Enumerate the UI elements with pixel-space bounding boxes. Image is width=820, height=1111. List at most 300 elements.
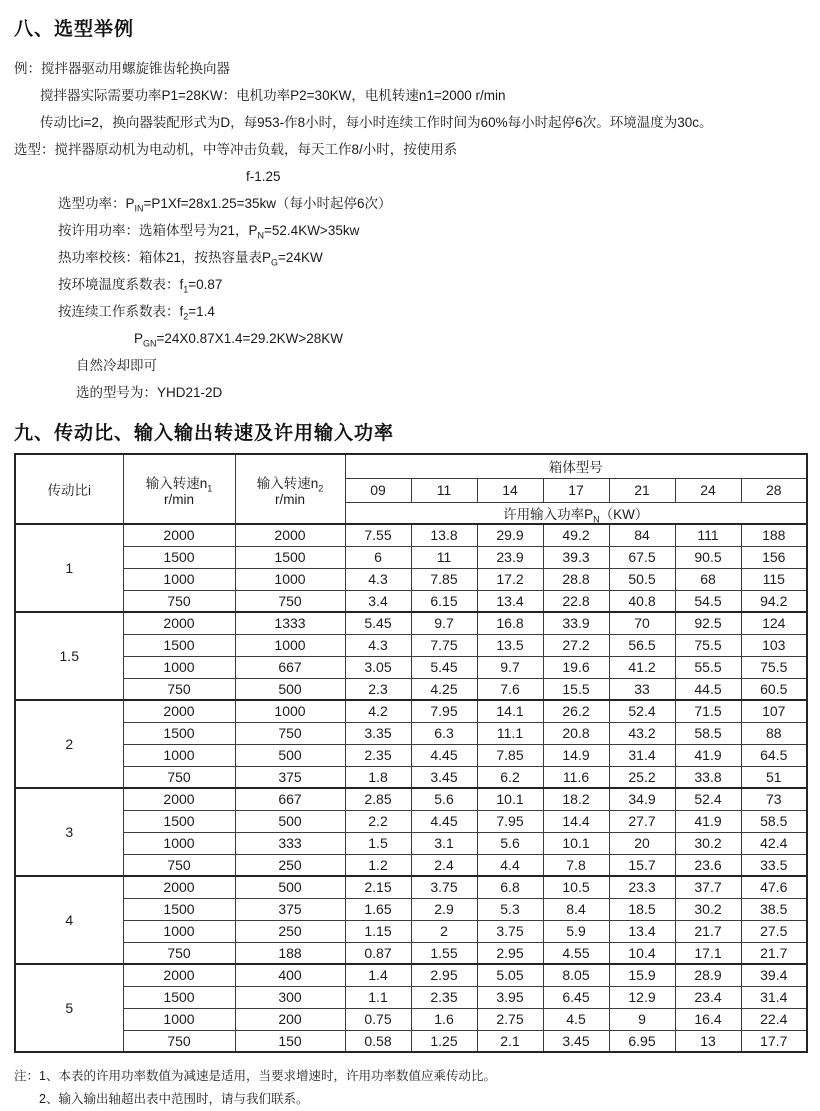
power-cell: 4.2 (345, 700, 411, 722)
power-cell: 21.7 (741, 942, 807, 964)
model-header-cell: 24 (675, 478, 741, 502)
table-row (15, 678, 807, 700)
power-cell: 6.2 (477, 766, 543, 788)
n2-cell: 200 (235, 1008, 345, 1030)
n2-cell: 500 (235, 678, 345, 700)
power-cell: 44.5 (675, 678, 741, 700)
table-row (15, 546, 807, 568)
continuous-factor-line (58, 298, 806, 325)
f1-post: =0.87 (188, 277, 223, 292)
power-cell: 23.4 (675, 986, 741, 1008)
power-cell: 39.4 (741, 964, 807, 986)
power-cell: 14.9 (543, 744, 609, 766)
n2-header-unit: r/min (275, 491, 305, 507)
power-cell: 0.87 (345, 942, 411, 964)
pgn-sub: GN (143, 338, 157, 349)
power-cell: 7.95 (477, 810, 543, 832)
power-cell: 3.95 (477, 986, 543, 1008)
n2-cell: 2000 (235, 524, 345, 546)
power-cell: 33 (609, 678, 675, 700)
n2-cell: 750 (235, 590, 345, 612)
power-cell: 2.75 (477, 1008, 543, 1030)
power-cell: 67.5 (609, 546, 675, 568)
power-cell: 115 (741, 568, 807, 590)
model-header-cell: 14 (477, 478, 543, 502)
selected-model-line: 选的型号为：YHD21-2D (76, 385, 223, 400)
table-row (15, 612, 807, 634)
power-cell: 17.2 (477, 568, 543, 590)
power-cell: 18.5 (609, 898, 675, 920)
power-cell: 33.9 (543, 612, 609, 634)
power-cell: 16.4 (675, 1008, 741, 1030)
power-cell: 75.5 (741, 656, 807, 678)
power-cell: 41.2 (609, 656, 675, 678)
power-cell: 22.8 (543, 590, 609, 612)
power-cell: 7.55 (345, 524, 411, 546)
n2-cell: 250 (235, 920, 345, 942)
power-cell: 5.9 (543, 920, 609, 942)
table-row (15, 700, 807, 722)
power-cell: 4.45 (411, 744, 477, 766)
n2-cell: 1000 (235, 568, 345, 590)
power-cell: 90.5 (675, 546, 741, 568)
n2-header-text: 输入转速$n_2$ (256, 475, 324, 494)
pn-pre: 按许用功率：选箱体型号为21，P (58, 223, 258, 238)
power-cell: 7.6 (477, 678, 543, 700)
power-cell: 40.8 (609, 590, 675, 612)
n2-cell: 667 (235, 656, 345, 678)
power-cell: 21.7 (675, 920, 741, 942)
table-row (15, 942, 807, 964)
power-cell: 2.35 (411, 986, 477, 1008)
selection-line: 选型：搅拌器原动机为电动机，中等冲击负载，每天工作8/小时，按使用系 (14, 142, 458, 157)
power-cell: 6.3 (411, 722, 477, 744)
table-row (15, 722, 807, 744)
power-cell: 6.15 (411, 590, 477, 612)
section9-title: 九、传动比、输入输出转速及许用输入功率 (14, 423, 395, 444)
power-cell: 7.95 (411, 700, 477, 722)
power-cell: 17.7 (741, 1030, 807, 1052)
power-cell: 70 (609, 612, 675, 634)
pin-pre: 选型功率：P (58, 196, 135, 211)
power-cell: 3.1 (411, 832, 477, 854)
power-cell: 9.7 (411, 612, 477, 634)
power-cell: 2.1 (477, 1030, 543, 1052)
factor-line: f-1.25 (246, 169, 281, 184)
power-cell: 4.55 (543, 942, 609, 964)
col-header-n1 (123, 454, 235, 524)
power-cell: 27.5 (741, 920, 807, 942)
power-cell: 9.7 (477, 656, 543, 678)
power-cell: 2.35 (345, 744, 411, 766)
power-cell: 1.2 (345, 854, 411, 876)
power-cell: 73 (741, 788, 807, 810)
n1-cell: 750 (123, 590, 235, 612)
power-cell: 75.5 (675, 634, 741, 656)
power-cell: 2.3 (345, 678, 411, 700)
power-cell: 0.75 (345, 1008, 411, 1030)
n1-cell: 750 (123, 1030, 235, 1052)
n1-cell: 2000 (123, 964, 235, 986)
power-cell: 4.5 (543, 1008, 609, 1030)
power-cell: 6.8 (477, 876, 543, 898)
table-row (15, 854, 807, 876)
n2-cell: 1000 (235, 634, 345, 656)
power-cell: 0.58 (345, 1030, 411, 1052)
cooling-line: 自然冷却即可 (76, 358, 157, 373)
power-cell: 30.2 (675, 832, 741, 854)
power-cell: 6.45 (543, 986, 609, 1008)
power-cell: 1.65 (345, 898, 411, 920)
power-cell: 27.7 (609, 810, 675, 832)
power-cell: 11.1 (477, 722, 543, 744)
power-cell: 33.8 (675, 766, 741, 788)
power-cell: 13 (675, 1030, 741, 1052)
n1-cell: 750 (123, 854, 235, 876)
power-cell: 8.05 (543, 964, 609, 986)
thermal-check-line (58, 244, 806, 271)
f1-sub: 1 (183, 284, 189, 295)
power-cell: 94.2 (741, 590, 807, 612)
power-cell: 19.6 (543, 656, 609, 678)
power-cell: 3.45 (411, 766, 477, 788)
power-cell: 7.75 (411, 634, 477, 656)
n2-cell: 1000 (235, 700, 345, 722)
power-cell: 13.8 (411, 524, 477, 546)
notes-label: 注： (14, 1069, 40, 1083)
ratio-cell: 4 (15, 876, 123, 964)
pin-post: =P1Xf=28x1.25=35kw（每小时起停6次） (143, 196, 392, 211)
ratio-cell: 1 (15, 524, 123, 612)
table-row (15, 1008, 807, 1030)
power-cell: 23.6 (675, 854, 741, 876)
example-line: 例：搅拌器驱动用螺旋锥齿轮换向器 (14, 61, 230, 76)
power-cell: 43.2 (609, 722, 675, 744)
col-header-power: 许用输入功率$P_N(KW)$ (345, 502, 807, 524)
power-cell: 31.4 (741, 986, 807, 1008)
n2-cell: 667 (235, 788, 345, 810)
model-header-cell: 17 (543, 478, 609, 502)
power-cell: 11 (411, 546, 477, 568)
power-cell: 5.3 (477, 898, 543, 920)
power-requirement-line: 搅拌器实际需要功率P1=28KW：电机功率P2=30KW，电机转速n1=2000 r/min (40, 88, 506, 103)
n2-cell: 500 (235, 744, 345, 766)
power-cell: 15.7 (609, 854, 675, 876)
col-header-ratio: 传动比i (15, 454, 123, 524)
table-row (15, 656, 807, 678)
pgn-pre: P (134, 331, 144, 346)
table-row (15, 810, 807, 832)
power-cell: 31.4 (609, 744, 675, 766)
power-cell: 49.2 (543, 524, 609, 546)
power-cell: 26.2 (543, 700, 609, 722)
n1-cell: 750 (123, 678, 235, 700)
table-row (15, 788, 807, 810)
power-cell: 1.55 (411, 942, 477, 964)
note-item-1: 1、本表的许用功率数值为减速是适用，当要求增速时，许用功率数值应乘传动比。 (39, 1069, 496, 1083)
power-cell: 84 (609, 524, 675, 546)
power-cell: 58.5 (741, 810, 807, 832)
power-cell: 37.7 (675, 876, 741, 898)
power-cell: 107 (741, 700, 807, 722)
pgn-post: =24X0.87X1.4=29.2KW>28KW (156, 331, 344, 346)
power-cell: 6 (345, 546, 411, 568)
power-cell: 55.5 (675, 656, 741, 678)
n1-header-text: 输入转速$n_1$ (145, 475, 213, 494)
power-cell: 28.9 (675, 964, 741, 986)
n1-cell: 750 (123, 766, 235, 788)
power-cell: 42.4 (741, 832, 807, 854)
power-cell: 54.5 (675, 590, 741, 612)
n2-cell: 750 (235, 722, 345, 744)
model-header-cell: 11 (411, 478, 477, 502)
power-cell: 4.3 (345, 568, 411, 590)
n2-cell: 150 (235, 1030, 345, 1052)
power-cell: 8.4 (543, 898, 609, 920)
power-cell: 14.4 (543, 810, 609, 832)
notes (14, 1065, 806, 1111)
n2-cell: 1500 (235, 546, 345, 568)
table-row (15, 832, 807, 854)
table-row (15, 986, 807, 1008)
power-cell: 11.6 (543, 766, 609, 788)
power-cell: 34.9 (609, 788, 675, 810)
power-cell: 88 (741, 722, 807, 744)
allowable-power-line (58, 217, 806, 244)
power-cell: 58.5 (675, 722, 741, 744)
power-cell: 41.9 (675, 810, 741, 832)
table-row (15, 766, 807, 788)
power-cell: 3.35 (345, 722, 411, 744)
n1-cell: 1000 (123, 744, 235, 766)
speed-power-table-body (15, 524, 807, 1052)
power-cell: 39.3 (543, 546, 609, 568)
n1-header-unit: r/min (164, 491, 194, 507)
power-cell: 1.15 (345, 920, 411, 942)
power-cell: 103 (741, 634, 807, 656)
power-cell: 3.05 (345, 656, 411, 678)
power-cell: 13.4 (477, 590, 543, 612)
power-cell: 27.2 (543, 634, 609, 656)
ratio-cell: 1.5 (15, 612, 123, 700)
power-cell: 14.1 (477, 700, 543, 722)
pn-sub: N (257, 230, 265, 241)
power-cell: 20.8 (543, 722, 609, 744)
table-row (15, 634, 807, 656)
n1-cell: 1000 (123, 568, 235, 590)
temp-factor-line (58, 271, 806, 298)
pg-post: =24KW (278, 250, 323, 265)
power-cell: 4.45 (411, 810, 477, 832)
power-cell: 3.4 (345, 590, 411, 612)
pn-post: =52.4KW>35kw (264, 223, 360, 238)
power-cell: 28.8 (543, 568, 609, 590)
pg-sub: G (271, 257, 279, 268)
model-header-cell: 28 (741, 478, 807, 502)
n1-cell: 1500 (123, 810, 235, 832)
power-cell: 92.5 (675, 612, 741, 634)
note-item-2: 2、输入输出轴超出表中范围时，请与我们联系。 (39, 1092, 309, 1106)
pgn-result-line (134, 325, 806, 352)
power-cell: 5.45 (345, 612, 411, 634)
n1-cell: 1500 (123, 986, 235, 1008)
power-cell: 2.15 (345, 876, 411, 898)
ratio-cell: 5 (15, 964, 123, 1052)
power-cell: 2.2 (345, 810, 411, 832)
n1-cell: 1000 (123, 656, 235, 678)
section8-title: 八、选型举例 (14, 19, 135, 40)
speed-power-table (14, 453, 808, 1053)
power-cell: 156 (741, 546, 807, 568)
power-cell: 5.05 (477, 964, 543, 986)
n2-cell: 400 (235, 964, 345, 986)
ratio-cell: 3 (15, 788, 123, 876)
power-cell: 60.5 (741, 678, 807, 700)
power-cell: 2.4 (411, 854, 477, 876)
power-cell: 4.4 (477, 854, 543, 876)
n1-cell: 2000 (123, 700, 235, 722)
power-cell: 1.6 (411, 1008, 477, 1030)
n2-cell: 375 (235, 766, 345, 788)
power-cell: 4.25 (411, 678, 477, 700)
power-cell: 7.8 (543, 854, 609, 876)
ratio-cell: 2 (15, 700, 123, 788)
power-cell: 68 (675, 568, 741, 590)
power-cell: 2 (411, 920, 477, 942)
power-cell: 9 (609, 1008, 675, 1030)
n1-cell: 2000 (123, 788, 235, 810)
table-row (15, 744, 807, 766)
table-row (15, 964, 807, 986)
n1-cell: 1500 (123, 634, 235, 656)
table-row (15, 568, 807, 590)
power-cell: 38.5 (741, 898, 807, 920)
power-cell: 188 (741, 524, 807, 546)
power-cell: 7.85 (411, 568, 477, 590)
f2-post: =1.4 (188, 304, 215, 319)
n2-cell: 188 (235, 942, 345, 964)
power-cell: 33.5 (741, 854, 807, 876)
n2-cell: 500 (235, 810, 345, 832)
power-cell: 7.85 (477, 744, 543, 766)
power-cell: 47.6 (741, 876, 807, 898)
n1-cell: 1000 (123, 832, 235, 854)
power-cell: 111 (675, 524, 741, 546)
power-cell: 52.4 (675, 788, 741, 810)
table-row (15, 590, 807, 612)
n2-cell: 333 (235, 832, 345, 854)
n2-cell: 250 (235, 854, 345, 876)
power-cell: 2.95 (477, 942, 543, 964)
n2-cell: 375 (235, 898, 345, 920)
power-cell: 41.9 (675, 744, 741, 766)
power-cell: 2.95 (411, 964, 477, 986)
f2-sub: 2 (183, 311, 189, 322)
power-cell: 29.9 (477, 524, 543, 546)
power-cell: 3.75 (477, 920, 543, 942)
power-cell: 56.5 (609, 634, 675, 656)
power-cell: 5.45 (411, 656, 477, 678)
n2-cell: 500 (235, 876, 345, 898)
power-cell: 10.5 (543, 876, 609, 898)
f1-pre: 按环境温度系数表：f (58, 277, 184, 292)
n1-cell: 1500 (123, 898, 235, 920)
table-row (15, 524, 807, 546)
f2-pre: 按连续工作系数表：f (58, 304, 184, 319)
power-cell: 15.5 (543, 678, 609, 700)
power-cell: 51 (741, 766, 807, 788)
n1-cell: 1000 (123, 920, 235, 942)
col-header-box-model: 箱体型号 (345, 454, 807, 478)
power-cell: 50.5 (609, 568, 675, 590)
power-cell: 1.8 (345, 766, 411, 788)
power-cell: 16.8 (477, 612, 543, 634)
pin-sub: IN (134, 203, 144, 214)
power-cell: 6.95 (609, 1030, 675, 1052)
power-cell: 10.1 (543, 832, 609, 854)
power-cell: 15.9 (609, 964, 675, 986)
n1-cell: 2000 (123, 876, 235, 898)
notes-items (39, 1065, 496, 1111)
power-cell: 13.5 (477, 634, 543, 656)
model-header-cell: 09 (345, 478, 411, 502)
table-row (15, 920, 807, 942)
power-cell: 20 (609, 832, 675, 854)
power-cell: 30.2 (675, 898, 741, 920)
power-cell: 3.75 (411, 876, 477, 898)
power-cell: 10.4 (609, 942, 675, 964)
n1-cell: 1000 (123, 1008, 235, 1030)
selection-power-line (58, 190, 806, 217)
table-row (15, 1030, 807, 1052)
power-cell: 23.3 (609, 876, 675, 898)
power-cell: 64.5 (741, 744, 807, 766)
power-cell: 124 (741, 612, 807, 634)
table-row (15, 898, 807, 920)
power-cell: 2.85 (345, 788, 411, 810)
n2-cell: 1333 (235, 612, 345, 634)
power-cell: 5.6 (477, 832, 543, 854)
power-cell: 5.6 (411, 788, 477, 810)
power-cell: 23.9 (477, 546, 543, 568)
power-cell: 3.45 (543, 1030, 609, 1052)
model-header-cell: 21 (609, 478, 675, 502)
table-row (15, 876, 807, 898)
power-cell: 2.9 (411, 898, 477, 920)
n2-cell: 300 (235, 986, 345, 1008)
power-cell: 17.1 (675, 942, 741, 964)
power-cell: 18.2 (543, 788, 609, 810)
power-cell: 10.1 (477, 788, 543, 810)
power-cell: 12.9 (609, 986, 675, 1008)
power-cell: 13.4 (609, 920, 675, 942)
n1-cell: 750 (123, 942, 235, 964)
col-header-n2 (235, 454, 345, 524)
n1-cell: 2000 (123, 612, 235, 634)
power-cell: 1.1 (345, 986, 411, 1008)
power-cell: 22.4 (741, 1008, 807, 1030)
n1-cell: 1500 (123, 546, 235, 568)
power-cell: 25.2 (609, 766, 675, 788)
n1-cell: 1500 (123, 722, 235, 744)
n1-cell: 2000 (123, 524, 235, 546)
power-cell: 1.4 (345, 964, 411, 986)
power-cell: 71.5 (675, 700, 741, 722)
power-cell: 1.5 (345, 832, 411, 854)
power-cell: 4.3 (345, 634, 411, 656)
power-cell: 1.25 (411, 1030, 477, 1052)
pg-pre: 热功率校核：箱体21，按热容量表P (58, 250, 272, 265)
